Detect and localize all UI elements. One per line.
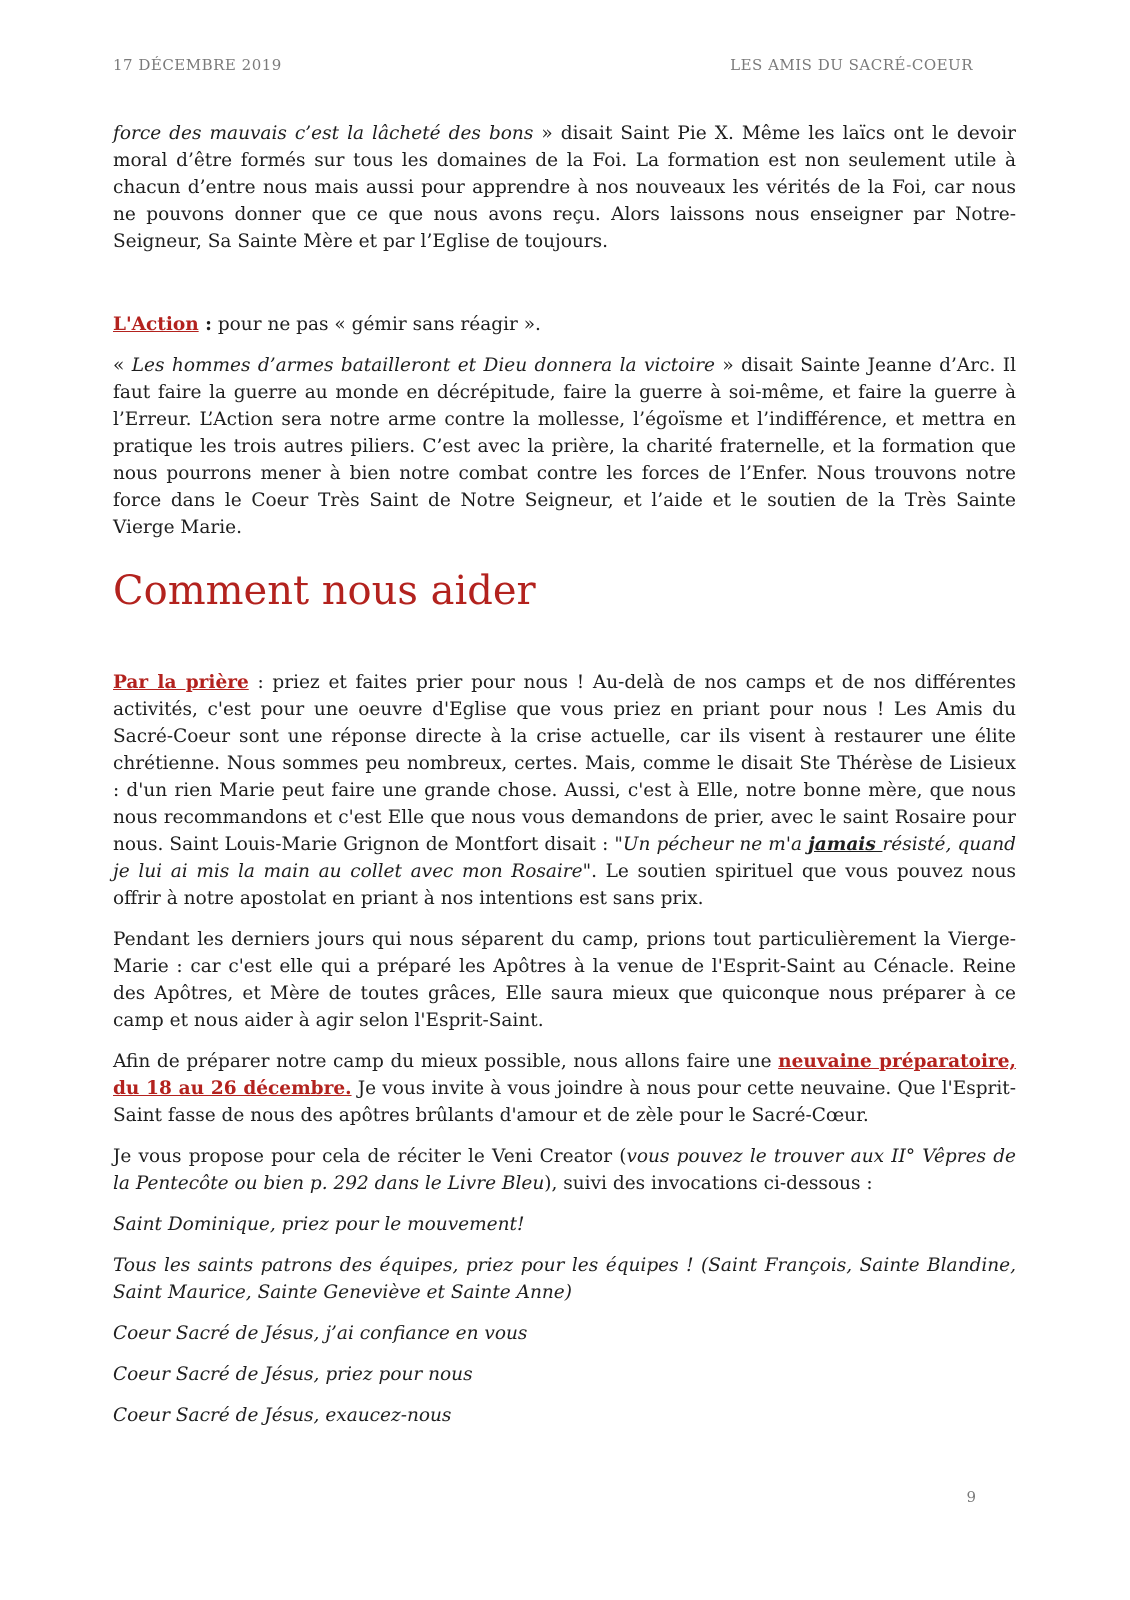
invocation-text: Coeur Sacré de Jésus, priez pour nous — [113, 1364, 473, 1385]
invocation-text: Tous les saints patrons des équipes, priez pour les équipes ! (Saint François, Sainte Blandine, Saint Maurice, Sainte Geneviève et Sainte Anne) — [113, 1255, 1016, 1303]
invocation-1 — [113, 1211, 1016, 1238]
intro-text: » disait Saint Pie X. Même les laïcs ont le devoir moral d’être formés sur tous les domaines de la Foi. La formation est non seulement utile à chacun d’entre nous mais aussi pour apprendre à nos nouveaux les vérités de la Foi, car nous ne pouvons donner que ce que nous avons reçu. Alors laissons nous enseigner par Notre-Seigneur, Sa Sainte Mère et par l’Eglise de toujours. — [113, 123, 1016, 252]
running-header — [113, 56, 973, 74]
action-text: pour ne pas « gémir sans réagir ». — [211, 314, 541, 335]
invocation-3 — [113, 1320, 1016, 1347]
invocation-text: Saint Dominique, priez pour le mouvement! — [113, 1214, 525, 1235]
novena-text-2: Je vous invite à vous joindre à nous pour cette neuvaine. Que l'Esprit-Saint fasse de nous des apôtres brûlants d'amour et de zèle pour le Sacré-Cœur. — [113, 1078, 1016, 1126]
prayer-text-1: : priez et faites prier pour nous ! Au-delà de nos camps et de nos différentes activités, c'est pour une oeuvre d'Eglise que vous priez en priant pour nous ! Les Amis du Sacré-Coeur sont une réponse directe à la crise actuelle, car ils visent à restaurer une élite chrétienne. Nous sommes peu nombreux, certes. Mais, comme le disait Ste Thérèse de Lisieux : d'un rien Marie peut faire une grande chose. Aussi, c'est à Elle, notre bonne mère, que nous nous recommandons et c'est Elle que nous vous demandons de prier, avec le saint Rosaire pour nous. Saint Louis-Marie Grignon de Montfort disait : " — [113, 672, 1016, 855]
prayer-quote-a: Un pécheur ne m'a — [622, 834, 809, 855]
action-heading-paragraph — [113, 311, 1016, 338]
invocation-text: Coeur Sacré de Jésus, exaucez-nous — [113, 1405, 452, 1426]
veni-italic: vous pouvez le trouver aux II° Vêpres de la Pentecôte ou bien p. 292 dans le Livre Bleu — [113, 1146, 1016, 1194]
header-organization: LES AMIS DU SACRÉ-COEUR — [730, 56, 973, 74]
prayer-link[interactable]: Par la prière — [113, 672, 249, 693]
prayer-paragraph — [113, 669, 1016, 912]
invocation-text: Coeur Sacré de Jésus, j’ai confiance en vous — [113, 1323, 528, 1344]
intro-paragraph — [113, 120, 1016, 255]
action-quote-open: « — [113, 355, 132, 376]
intro-italic: force des mauvais c’est la lâcheté des bons — [113, 123, 534, 144]
page-number: 9 — [966, 1488, 976, 1506]
prayer-quote-b: résisté, quand je lui ai mis la main au collet avec mon Rosaire — [113, 834, 1016, 882]
novena-text-1: Afin de préparer notre camp du mieux possible, nous allons faire une — [113, 1051, 779, 1072]
action-quote-rest: » disait Sainte Jeanne d’Arc. Il faut faire la guerre au monde en décrépitude, faire la guerre à soi-même, et faire la guerre à l’Erreur. L’Action sera notre arme contre la mollesse, l’égoïsme et l’indifférence, et mettra en pratique les trois autres piliers. C’est avec la prière, la charité fraternelle, et la formation que nous pourrons mener à bien notre combat contre les forces de l’Enfer. Nous trouvons notre force dans le Coeur Très Saint de Notre Seigneur, et l’aide et le soutien de la Très Sainte Vierge Marie. — [113, 355, 1016, 538]
prayer-quote-bold: jamais — [808, 834, 883, 855]
action-link[interactable]: L'Action — [113, 314, 199, 335]
section-title: Comment nous aider — [113, 568, 536, 614]
veni-paragraph — [113, 1143, 1016, 1197]
veni-text-2: ), suivi des invocations ci-dessous : — [544, 1173, 873, 1194]
invocation-4 — [113, 1361, 1016, 1388]
invocation-2 — [113, 1252, 1016, 1306]
veni-text-1: Je vous propose pour cela de réciter le Veni Creator ( — [113, 1146, 627, 1167]
page-content — [113, 120, 1016, 1443]
novena-paragraph — [113, 1048, 1016, 1129]
header-date: 17 DÉCEMBRE 2019 — [113, 56, 282, 74]
camp-paragraph: Pendant les derniers jours qui nous séparent du camp, prions tout particulièrement la Vierge-Marie : car c'est elle qui a préparé les Apôtres à la venue de l'Esprit-Saint au Cénacle. Reine des Apôtres, et Mère de toutes grâces, Elle saura mieux que quiconque nous préparer à ce camp et nous aider à agir selon l'Esprit-Saint. — [113, 929, 1016, 1031]
action-quote-paragraph — [113, 352, 1016, 541]
novena-link[interactable]: neuvaine préparatoire, du 18 au 26 décembre. — [113, 1051, 1016, 1099]
action-colon: : — [198, 314, 212, 335]
invocation-5 — [113, 1402, 1016, 1429]
action-quote-italic: Les hommes d’armes batailleront et Dieu donnera la victoire — [131, 355, 715, 376]
prayer-text-2: ". Le soutien spirituel que vous pouvez nous offrir à notre apostolat en priant à nos intentions est sans prix. — [113, 861, 1017, 909]
